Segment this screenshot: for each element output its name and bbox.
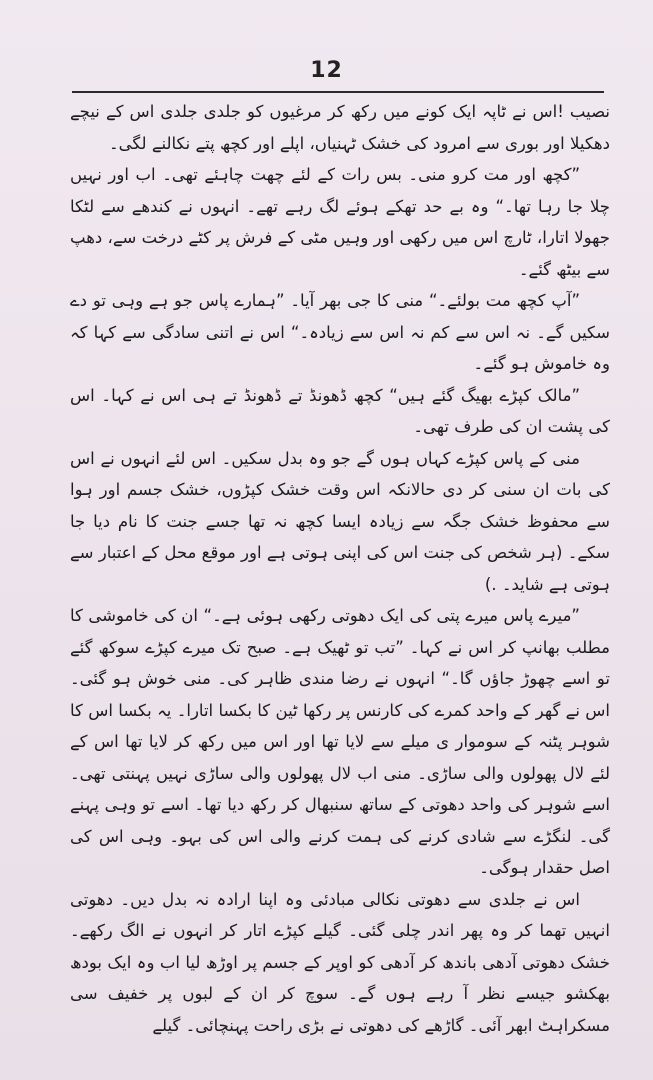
paragraph-3: ”آپ کچھ مت بولئے۔“ منی کا جی بھر آیا۔ ”ہمارے پاس جو ہے وہی تو دے سکیں گے۔ نہ اس سے کم نہ اس سے زیادہ۔“ اس نے اتنی سادگی سے کہا کہ وہ خاموش ہو گئے۔ — [70, 291, 610, 373]
paragraph-7: اس نے جلدی سے دھوتی نکالی مبادئی وہ اپنا ارادہ نہ بدل دیں۔ دھوتی انہیں تھما کر وہ پھر اندر چلی گئی۔ گیلے کپڑے اتار کر انہوں نے الگ رکھے۔ خشک دھوتی آدھی باندھ کر آدھی کو اوپر کے جسم پر اوڑھ لیا اب وہ ایک بودھ بھکشو جیسے نظر آ رہے ہوں گے۔ سوچ کر ان کے لبوں پر خفیف سی مسکراہٹ ابھر آئی۔ گاڑھے کی دھوتی نے بڑی راحت پہنچائی۔ گیلے — [70, 889, 610, 1035]
paragraph-2: ”کچھ اور مت کرو منی۔ بس رات کے لئے چھت چاہئے تھی۔ اب اور نہیں چلا جا رہا تھا۔“ وہ بے حد تھکے ہوئے لگ رہے تھے۔ انہوں نے کندھے سے لٹکا جھولا اتارا، ٹارچ اس میں رکھی اور وہیں مٹی کے فرش پر کٹے درخت سے، دھپ سے بیٹھ گئے۔ — [70, 165, 610, 279]
body-text — [70, 96, 610, 1041]
page-number: 12 — [310, 58, 343, 83]
paragraph-6: ”میرے پاس میرے پتی کی ایک دھوتی رکھی ہوئی ہے۔“ ان کی خاموشی کا مطلب بھانپ کر اس نے کہا۔ ”تب تو ٹھیک ہے۔ صبح تک میرے کپڑے سوکھ گئے تو اسے چھوڑ جاؤں گا۔“ انہوں نے رضا مندی ظاہر کی۔ منی خوش ہو گئی۔ اس نے گھر کے واحد کمرے کی کارنس پر رکھا ٹین کا بکسا اتارا۔ یہ بکسا اس کا شوہر پٹنہ کے سوموار ی میلے سے لایا تھا اور اس میں رکھ کر لایا تھا اس کے لئے لال پھولوں والی ساڑی۔ منی اب لال پھولوں والی ساڑی نہیں پہنتی تھی۔ اسے شوہر کی واحد دھوتی کے ساتھ سنبھال کر رکھ دیا تھا۔ اسے تو وہی پہنے گی۔ لنگڑے سے شادی کرنے کی ہمت کرنے والی اس کی بہو۔ وہی اس کی اصل حقدار ہوگی۔ — [70, 606, 610, 877]
paragraph-1: نصیب !اس نے ٹاپہ ایک کونے میں رکھ کر مرغیوں کو جلدی جلدی اس کے نیچے دھکیلا اور بوری سے امرود کی خشک ٹہنیاں، اپلے اور کچھ پتے نکالنے لگی۔ — [70, 102, 610, 153]
header-rule — [72, 91, 604, 93]
paragraph-5: منی کے پاس کپڑے کہاں ہوں گے جو وہ بدل سکیں۔ اس لئے انہوں نے اس کی بات ان سنی کر دی حالانکہ اس وقت خشک کپڑوں، خشک جسم اور ہوا سے محفوظ خشک جگہ سے زیادہ ایسا کچھ نہ تھا جسے جنت کا نام دیا جا سکے۔ (ہر شخص کی جنت اس کی اپنی ہوتی ہے اور موقع محل کے اعتبار سے ہوتی ہے شاید۔ .) — [70, 448, 610, 594]
paragraph-4: ”مالک کپڑے بھیگ گئے ہیں“ کچھ ڈھونڈ تے ڈھونڈ تے ہی اس نے کہا۔ اس کی پشت ان کی طرف تھی۔ — [70, 385, 610, 436]
